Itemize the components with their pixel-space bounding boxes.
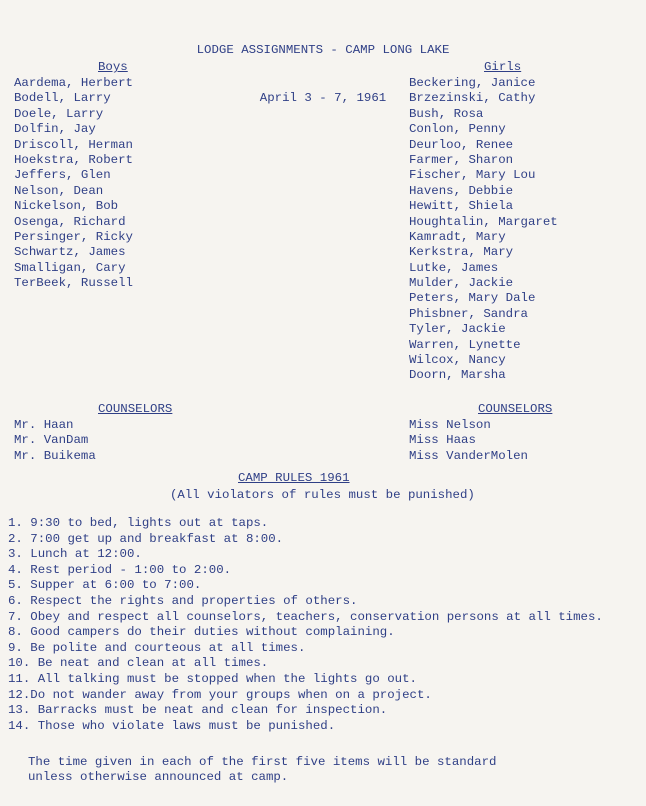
boy-name: TerBeek, Russell xyxy=(14,276,133,291)
girl-name: Hewitt, Shiela xyxy=(409,199,514,214)
boy-name: Nelson, Dean xyxy=(14,183,104,198)
rule-item: 12.Do not wander away from your groups when on a project. xyxy=(8,687,432,702)
footnote-line-2: unless otherwise announced at camp. xyxy=(28,770,289,784)
girl-name: Bush, Rosa xyxy=(409,106,484,121)
counselor-name: Mr. Buikema xyxy=(14,448,96,463)
boy-name: Osenga, Richard xyxy=(14,214,126,229)
boys-counselors-list xyxy=(14,418,96,464)
boy-name: Driscoll, Herman xyxy=(14,137,133,152)
girl-name: Kerkstra, Mary xyxy=(409,245,514,260)
girls-counselors-list xyxy=(409,418,528,464)
rule-item: 2. 7:00 get up and breakfast at 8:00. xyxy=(8,531,284,546)
rules-title: CAMP RULES 1961 xyxy=(238,471,350,485)
boy-name: Jeffers, Glen xyxy=(14,168,111,183)
girl-name: Fischer, Mary Lou xyxy=(409,168,536,183)
rule-item: 10. Be neat and clean at all times. xyxy=(8,656,269,671)
girl-name: Deurloo, Renee xyxy=(409,137,514,152)
rule-item: 4. Rest period - 1:00 to 2:00. xyxy=(8,562,232,577)
boy-name: Schwartz, James xyxy=(14,245,126,260)
boy-name: Dolfin, Jay xyxy=(14,122,96,137)
counselor-name: Mr. VanDam xyxy=(14,433,89,448)
counselor-name: Miss VanderMolen xyxy=(409,448,528,463)
boys-counselors-heading: COUNSELORS xyxy=(98,402,173,416)
girl-name: Wilcox, Nancy xyxy=(409,353,506,368)
boys-list xyxy=(14,76,133,291)
rule-item: 7. Obey and respect all counselors, teachers, conservation persons at all times. xyxy=(8,609,603,624)
girls-list xyxy=(409,76,558,384)
girl-name: Conlon, Penny xyxy=(409,122,506,137)
dates-line: April 3 - 7, 1961 xyxy=(259,91,387,105)
rule-item: 6. Respect the rights and properties of others. xyxy=(8,593,358,608)
boy-name: Doele, Larry xyxy=(14,106,104,121)
boy-name: Hoekstra, Robert xyxy=(14,152,133,167)
rules-list xyxy=(8,516,603,734)
rule-item: 1. 9:30 to bed, lights out at taps. xyxy=(8,516,269,530)
boys-heading: Boys xyxy=(98,60,128,74)
boy-name: Aardema, Herbert xyxy=(14,76,133,90)
girl-name: Beckering, Janice xyxy=(409,76,536,90)
rule-item: 14. Those who violate laws must be punished. xyxy=(8,718,336,733)
girl-name: Brzezinski, Cathy xyxy=(409,91,536,106)
girls-heading: Girls xyxy=(484,60,522,74)
girl-name: Houghtalin, Margaret xyxy=(409,214,558,229)
rule-item: 11. All talking must be stopped when the lights go out. xyxy=(8,671,417,686)
counselor-name: Miss Haas xyxy=(409,433,476,448)
rules-subtitle: (All violators of rules must be punished) xyxy=(170,488,475,502)
boy-name: Bodell, Larry xyxy=(14,91,111,106)
boy-name: Persinger, Ricky xyxy=(14,229,133,244)
rule-item: 5. Supper at 6:00 to 7:00. xyxy=(8,578,202,593)
rule-item: 3. Lunch at 12:00. xyxy=(8,547,142,562)
girl-name: Farmer, Sharon xyxy=(409,152,514,167)
girl-name: Phisbner, Sandra xyxy=(409,306,528,321)
counselor-name: Mr. Haan xyxy=(14,418,74,432)
rule-item: 9. Be polite and courteous at all times. xyxy=(8,640,306,655)
girl-name: Doorn, Marsha xyxy=(409,368,506,383)
girls-counselors-heading: COUNSELORS xyxy=(478,402,553,416)
girl-name: Lutke, James xyxy=(409,260,499,275)
boy-name: Nickelson, Bob xyxy=(14,199,119,214)
title-line: LODGE ASSIGNMENTS - CAMP LONG LAKE xyxy=(196,43,450,57)
girl-name: Tyler, Jackie xyxy=(409,322,506,337)
rule-item: 8. Good campers do their duties without complaining. xyxy=(8,625,395,640)
girl-name: Warren, Lynette xyxy=(409,337,521,352)
counselor-name: Miss Nelson xyxy=(409,418,491,432)
girl-name: Mulder, Jackie xyxy=(409,276,514,291)
rule-item: 13. Barracks must be neat and clean for inspection. xyxy=(8,703,388,718)
girl-name: Kamradt, Mary xyxy=(409,229,506,244)
girl-name: Havens, Debbie xyxy=(409,183,514,198)
footnote-line-1: The time given in each of the first five items will be standard xyxy=(28,755,497,769)
boy-name: Smalligan, Cary xyxy=(14,260,126,275)
girl-name: Peters, Mary Dale xyxy=(409,291,536,306)
